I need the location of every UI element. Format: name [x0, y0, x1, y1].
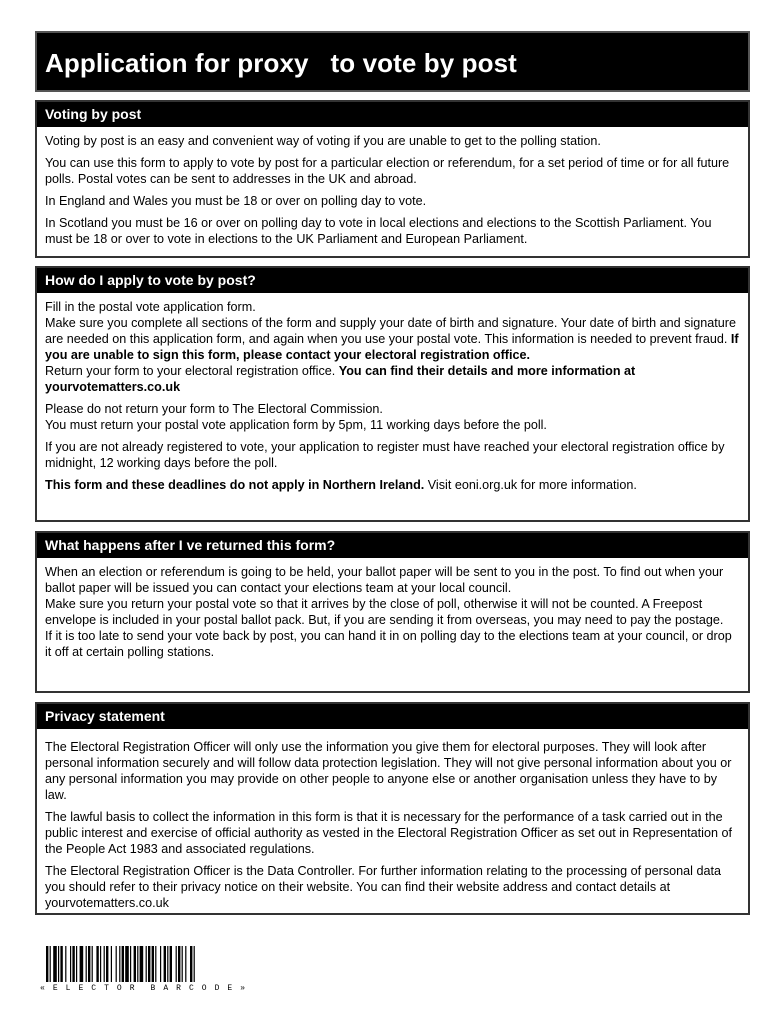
barcode-char: L: [65, 984, 71, 993]
section-body: [37, 558, 748, 660]
paragraph: In England and Wales you must be 18 or over on polling day to vote.: [45, 194, 427, 208]
barcode-char: E: [52, 984, 58, 993]
paragraph: Voting by post is an easy and convenient way of voting if you are unable to get to the polling station.: [45, 134, 601, 148]
paragraph: If you are not already registered to vote, your application to register must have reached your electoral registration office by midnight, 12 working days before the poll.: [45, 440, 725, 470]
barcode-char: C: [188, 984, 194, 993]
barcode-char: R: [129, 984, 135, 993]
section-heading: Voting by post: [37, 102, 748, 127]
section-heading: What happens after I ve returned this form?: [37, 533, 748, 558]
section-how-to-apply: [35, 266, 750, 522]
barcode-char: O: [201, 984, 207, 993]
line: If it is too late to send your vote back by post, you can hand it in on polling day to the elections team at your council, or drop it off at certain polling stations.: [45, 629, 732, 659]
bold-text: You can find their details and more information at yourvotematters.co.uk: [45, 364, 636, 394]
line: Visit eoni.org.uk for more information.: [424, 478, 637, 492]
barcode-char: B: [150, 984, 156, 993]
page-title: Application for proxy to vote by post: [45, 48, 517, 78]
paragraph: You can use this form to apply to vote by post for a particular election or referendum, for a set period of time or for all future polls. Postal votes can be sent to addresses in the UK and abroad.: [45, 156, 730, 186]
bold-text: This form and these deadlines do not apply in Northern Ireland.: [45, 478, 425, 492]
barcode-char: R: [176, 984, 181, 993]
paragraph: [45, 564, 740, 660]
barcode-char: T: [104, 984, 109, 993]
paragraph: The Electoral Registration Officer will only use the information you give them for electoral purposes. They will look after personal information securely and will follow data protection legislation. They will not give personal information about you or any personal information you may provide on other people to anyone else or another organisation unless they have to by law.: [45, 740, 732, 802]
line: When an election or referendum is going to be held, your ballot paper will be sent to you in the post. To find out when your ballot paper will be issued you can contact your elections team at your local council.: [45, 565, 724, 595]
paragraph: In Scotland you must be 16 or over on polling day to vote in local elections and elections to the Scottish Parliament. You must be 18 or over to vote in elections to the UK Parliament and European Parliament.: [45, 216, 712, 246]
section-body: [37, 729, 748, 911]
barcode-char: E: [78, 984, 84, 993]
barcode-char: O: [116, 984, 122, 993]
barcode-char: E: [227, 984, 233, 993]
line: Return your form to your electoral registration office.: [45, 364, 339, 378]
section-heading: How do I apply to vote by post?: [37, 268, 748, 293]
line: Please do not return your form to The Electoral Commission.: [45, 402, 383, 416]
paragraph: The Electoral Registration Officer is the Data Controller. For further information relating to the processing of personal data you should refer to their privacy notice on their website. You can find their website address and contact details at yourvotematters.co.uk: [45, 864, 721, 910]
bold-text: If you are unable to sign this form, please contact your electoral registration office.: [45, 332, 739, 362]
section-voting-by-post: [35, 100, 750, 258]
paragraph: [45, 299, 740, 395]
elector-barcode: [40, 946, 245, 996]
barcode-caption: [40, 983, 245, 995]
section-privacy-statement: [35, 702, 750, 915]
section-what-happens: [35, 531, 750, 693]
barcode-right-mark: »: [240, 984, 245, 993]
section-heading: Privacy statement: [37, 704, 748, 729]
barcode-icon: [40, 946, 245, 982]
barcode-char: C: [91, 984, 97, 993]
line: You must return your postal vote application form by 5pm, 11 working days before the poll.: [45, 418, 547, 432]
section-body: [37, 293, 748, 493]
barcode-char: A: [163, 984, 169, 993]
line: Fill in the postal vote application form.: [45, 300, 256, 314]
paragraph: [45, 477, 740, 493]
paragraph: [45, 401, 740, 433]
title-bar: [35, 31, 750, 92]
barcode-char: D: [214, 984, 220, 993]
paragraph: The lawful basis to collect the information in this form is that it is necessary for the performance of a task carried out in the public interest and exercise of official authority as vested in the Electoral Registration Officer as set out in Representation of the People Act 1983 and associated regulations.: [45, 810, 732, 856]
section-body: [37, 127, 748, 247]
line: Make sure you return your postal vote so that it arrives by the close of poll, otherwise it will not be counted. A Freepost envelope is included in your postal ballot pack. But, if you are sending it from overseas, you may need to pay the postage.: [45, 597, 724, 627]
line: Make sure you complete all sections of the form and supply your date of birth and signature. Your date of birth and signature are needed on this application form, and again when you use your postal vote. This information is needed to prevent fraud.: [45, 316, 736, 346]
barcode-left-mark: «: [40, 984, 45, 993]
